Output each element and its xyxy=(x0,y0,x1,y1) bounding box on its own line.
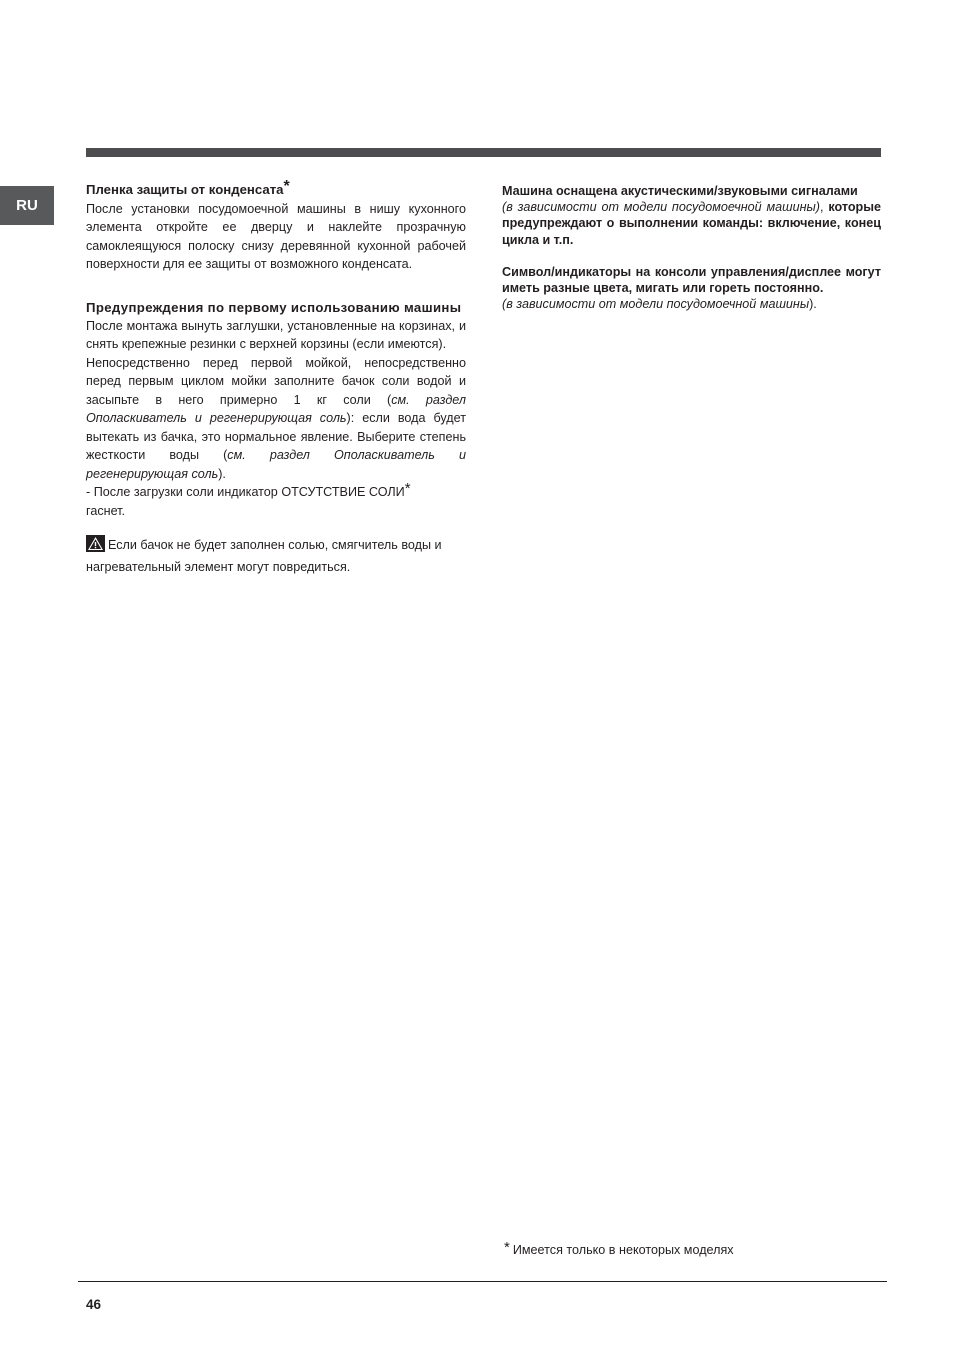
first-use-paragraph-3: - После загрузки соли индикатор ОТСУТСТВИЕ СОЛИ* гаснет. xyxy=(86,479,411,518)
warning-note: Если бачок не будет заполнен солью, смягчитель воды и нагревательный элемент могут повредиться. xyxy=(86,535,466,576)
footnote: * Имеется только в некоторых моделях xyxy=(504,1239,734,1257)
asterisk-marker: * xyxy=(404,479,411,497)
condensation-section-title: Пленка защиты от конденсата* xyxy=(86,177,290,197)
first-use-section-title: Предупреждения по первому использованию машины xyxy=(86,299,462,315)
acoustic-signals-paragraph: Машина оснащена акустическими/звуковыми сигналами (в зависимости от модели посудомоечной машины), которые предупреждают о выполнении команды: включение, конец цикла и т.п. xyxy=(502,184,881,247)
first-use-paragraph-1: После монтажа вынуть заглушки, установленные на корзинах, и снять крепежные резинки с верхней корзины (если имеются). xyxy=(86,318,466,351)
asterisk-marker: * xyxy=(283,177,290,195)
left-column xyxy=(86,177,466,576)
language-tab: RU xyxy=(0,186,54,225)
warning-triangle-icon xyxy=(86,535,105,558)
section-reference: см. раздел Ополаскиватель и регенерирующая соль xyxy=(86,392,466,425)
footer-divider xyxy=(78,1281,887,1282)
page-number: 46 xyxy=(86,1297,102,1312)
indicators-paragraph: Символ/индикаторы на консоли управления/дисплее могут иметь разные цвета, мигать или гореть постоянно. (в зависимости от модели посудомоечной машины). xyxy=(502,264,881,312)
condensation-section-body: После установки посудомоечной машины в нишу кухонного элемента откройте ее дверцу и наклейте прозрачную самоклеящуюся полоску снизу деревянной кухонной рабочей поверхности для ее защиты от возможного конденсата. xyxy=(86,201,466,271)
first-use-paragraph-2: Непосредственно перед первой мойкой, непосредственно перед первым циклом мойки заполните бачок соли водой и засыпьте в него примерно 1 кг соли (см. раздел Ополаскиватель и регенерирующая соль): если вода будет вытекать из бачка, это нормальное явление. Выберите степень жесткости воды (см. раздел Ополаскиватель и регенерирующая соль). xyxy=(86,355,466,481)
header-bar xyxy=(86,148,881,157)
asterisk-marker: * xyxy=(504,1239,510,1256)
section-reference: см. раздел Ополаскиватель и регенерирующая соль xyxy=(86,448,466,481)
right-column xyxy=(502,183,881,312)
